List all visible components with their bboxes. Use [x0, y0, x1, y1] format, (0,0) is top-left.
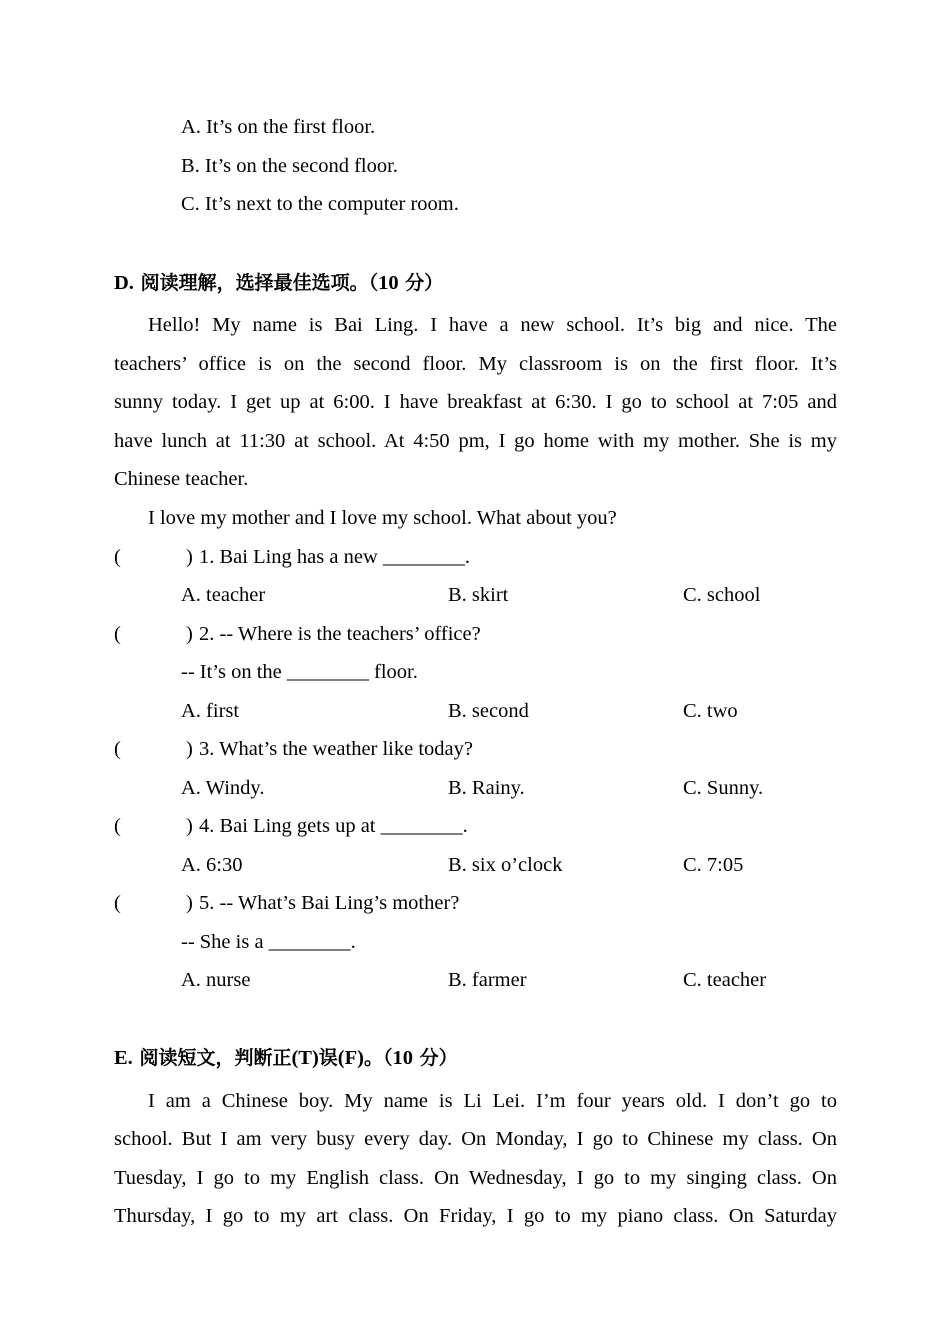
q4-option-b: B. six o’clock	[448, 854, 563, 876]
answer-blank-open[interactable]: (	[114, 623, 121, 645]
option-a: A. It’s on the first floor.	[181, 116, 376, 138]
passage-d-para-2: I love my mother and I love my school. What about you?	[148, 507, 617, 529]
q3-option-a: A. Windy.	[181, 777, 265, 799]
q4-option-c: C. 7:05	[683, 854, 744, 876]
q5-option-c: C. teacher	[683, 969, 767, 991]
section-d-instruction: 阅读理解，选择最佳选项。（	[140, 272, 379, 294]
q2-option-b: B. second	[448, 700, 529, 722]
q3-option-b: B. Rainy.	[448, 777, 525, 799]
passage-e-line-1: I am a Chinese boy. My name is Li Lei. I’m four years old. I don’t go to	[148, 1090, 837, 1112]
answer-blank-close: )	[186, 738, 193, 760]
q1-option-c: C. school	[683, 584, 761, 606]
section-e-true-mark: (T)	[291, 1047, 319, 1069]
section-e-false-mark: (F)	[337, 1047, 364, 1069]
passage-e-line-4: Thursday, I go to my art class. On Friday, I go to my piano class. On Saturday	[114, 1205, 837, 1227]
section-e-heading	[114, 1046, 458, 1070]
answer-blank-open[interactable]: (	[114, 815, 121, 837]
q3-option-c: C. Sunny.	[683, 777, 764, 799]
option-c: C. It’s next to the computer room.	[181, 193, 459, 215]
section-d-score-unit: 分）	[405, 272, 444, 294]
answer-blank-close: )	[186, 623, 193, 645]
q5-option-b: B. farmer	[448, 969, 527, 991]
passage-d-line-3: sunny today. I get up at 6:00. I have breakfast at 6:30. I go to school at 7:05 and	[114, 391, 837, 413]
section-e-letter: E.	[114, 1047, 133, 1069]
answer-blank-close: )	[186, 815, 193, 837]
section-e-score: 10	[392, 1047, 413, 1069]
section-e-instruction-end: 。（	[363, 1047, 393, 1069]
section-d-letter: D.	[114, 272, 134, 294]
question-text: 1. Bai Ling has a new ________.	[199, 546, 471, 568]
passage-e-line-2: school. But I am very busy every day. On Monday, I go to Chinese my class. On	[114, 1128, 837, 1150]
q2-subline: -- It’s on the ________ floor.	[181, 661, 418, 683]
passage-d-line-1: Hello! My name is Bai Ling. I have a new school. It’s big and nice. The	[148, 314, 837, 336]
question-text: 5. -- What’s Bai Ling’s mother?	[199, 892, 460, 914]
q2-option-c: C. two	[683, 700, 738, 722]
question-text: 4. Bai Ling gets up at ________.	[199, 815, 468, 837]
passage-d-line-4: have lunch at 11:30 at school. At 4:50 pm, I go home with my mother. She is my	[114, 430, 837, 452]
answer-blank-close: )	[186, 546, 193, 568]
section-d-score: 10	[378, 272, 399, 294]
section-e-instruction-mid: 误	[318, 1047, 338, 1069]
q5-option-a: A. nurse	[181, 969, 251, 991]
q4-option-a: A. 6:30	[181, 854, 243, 876]
section-d-heading	[114, 271, 443, 295]
section-e-score-unit: 分）	[419, 1047, 458, 1069]
answer-blank-close: )	[186, 892, 193, 914]
question-text: 3. What’s the weather like today?	[199, 738, 473, 760]
q1-option-b: B. skirt	[448, 584, 509, 606]
option-b: B. It’s on the second floor.	[181, 155, 398, 177]
section-e-instruction: 阅读短文，判断正	[139, 1047, 292, 1069]
answer-blank-open[interactable]: (	[114, 738, 121, 760]
q1-option-a: A. teacher	[181, 584, 266, 606]
answer-blank-open[interactable]: (	[114, 892, 121, 914]
q2-option-a: A. first	[181, 700, 240, 722]
answer-blank-open[interactable]: (	[114, 546, 121, 568]
question-text: 2. -- Where is the teachers’ office?	[199, 623, 481, 645]
passage-d-line-5: Chinese teacher.	[114, 468, 249, 490]
passage-d-line-2: teachers’ office is on the second floor. My classroom is on the first floor. It’s	[114, 353, 837, 375]
q5-subline: -- She is a ________.	[181, 931, 356, 953]
passage-e-line-3: Tuesday, I go to my English class. On Wednesday, I go to my singing class. On	[114, 1167, 837, 1189]
